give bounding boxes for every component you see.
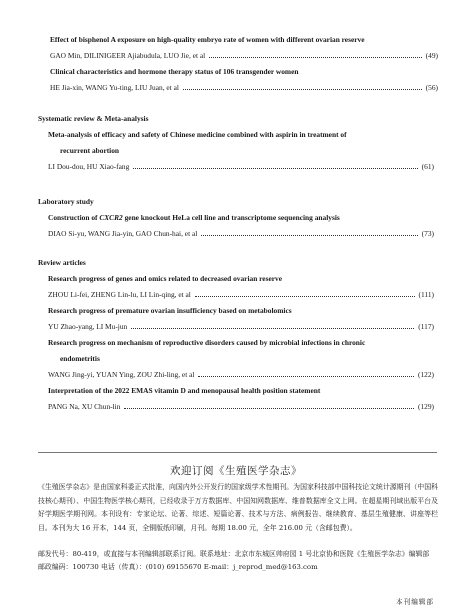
leader-dots [131, 328, 414, 329]
leader-dots [133, 168, 417, 169]
entry-title-line: Research progress on mechanism of reproductive disorders caused by microbial infections in chronic [48, 338, 366, 347]
entry-title: Effect of bisphenol A exposure on high-quality embryo rate of women with different ovarian reserve [50, 35, 365, 44]
toc-entry[interactable] [48, 305, 434, 332]
entry-authors: LI Dou-dou, HU Xiao-fang [48, 162, 130, 171]
entry-page: (49) [425, 51, 438, 60]
entry-page: (56) [425, 83, 438, 92]
toc-entry[interactable] [48, 337, 434, 380]
entry-authors: WANG Jing-yi, YUAN Ying, ZOU Zhi-ling, et al [48, 370, 195, 379]
section-systematic-review [38, 113, 434, 172]
leader-dots [195, 296, 415, 297]
entry-page: (111) [418, 290, 434, 299]
subscription-ad-body: 《生殖医学杂志》是由国家科委正式批准，向国内外公开发行的国家级学术性期刊。为国家科技部中国科技论文统计源期刊（中国科技核心期刊）、中国生物医学核心期刊，已经收录于万方数据库、中国知网数据库、维普数据库全文上网。在超星期刊域出版平台及好学期医学期刊网。本刊设有：专家论坛、论著、综述、短篇论著、技术与方法、病例报告、继续教育、基层生殖健康、讲座等栏目。本刊为大 16 开本，144 页，全铜版纸印刷，月刊。每期 18.00 元，全年 216.00 元（含邮包费）。 [38, 483, 438, 532]
entry-title [48, 212, 434, 223]
entry-authors: HE Jia-xin, WANG Yu-ting, LIU Juan, et al [50, 83, 179, 92]
entry-title-line: endometritis [60, 354, 100, 363]
author-line [48, 161, 434, 172]
entry-authors: PANG Na, XU Chun-lin [48, 402, 121, 411]
leader-dots [209, 57, 421, 58]
author-line [48, 228, 434, 239]
toc-entry[interactable] [38, 34, 438, 61]
section-heading: Review articles [38, 258, 86, 267]
top-entries [38, 34, 438, 93]
entry-title-line: Interpretation of the 2022 EMAS vitamin D and menopausal health position statement [48, 386, 321, 395]
author-line [48, 401, 434, 412]
toc-entry[interactable] [48, 129, 434, 172]
entry-title-line: recurrent abortion [60, 146, 120, 155]
title-suffix: gene knockout HeLa cell line and transcriptome sequencing analysis [122, 213, 340, 222]
entry-page: (129) [417, 402, 434, 411]
subscription-ad-title: 欢迎订阅《生殖医学杂志》 [170, 465, 302, 477]
section-divider [38, 452, 437, 453]
section-laboratory-study [38, 196, 434, 239]
leader-dots [201, 235, 417, 236]
section-review-articles [38, 257, 434, 412]
entry-page: (61) [421, 162, 434, 171]
entry-title-line: Research progress of genes and omics related to decreased ovarian reserve [48, 274, 282, 283]
author-line [48, 289, 434, 300]
author-line [50, 82, 438, 93]
author-line [48, 321, 434, 332]
author-line [50, 50, 438, 61]
gene-name: CXCR2 [99, 213, 123, 222]
entry-page: (122) [417, 370, 434, 379]
entry-title: Clinical characteristics and hormone therapy status of 106 transgender women [50, 67, 299, 76]
toc-entry[interactable] [38, 66, 438, 93]
editorial-office-signature: 本刊编辑部 [396, 598, 434, 606]
leader-dots [124, 408, 414, 409]
entry-page: (73) [421, 229, 434, 238]
section-heading: Systematic review & Meta-analysis [38, 114, 149, 123]
entry-authors: YU Zhao-yang, LI Mu-jun [48, 322, 128, 331]
section-heading: Laboratory study [38, 197, 94, 206]
leader-dots [183, 89, 422, 90]
entry-title-line: Research progress of premature ovarian insufficiency based on metabolomics [48, 306, 292, 315]
entry-authors: DIAO Si-yu, WANG Jia-yin, GAO Chun-hai, et al [48, 229, 198, 238]
author-line [48, 369, 434, 380]
title-prefix: Construction of [48, 213, 100, 222]
entry-authors: ZHOU Li-fei, ZHENG Lin-lu, LI Lin-qing, et al [48, 290, 191, 299]
leader-dots [198, 376, 414, 377]
toc-entry[interactable] [48, 212, 434, 239]
entry-page: (117) [418, 322, 434, 331]
subscription-contact: 邮发代号：80-419，或直接与本刊编辑部联系订阅。联系地址：北京市东城区帅府园 1 号北京协和医院《生殖医学杂志》编辑部 邮政编码：100730 电话（传真）：(010) 69155670 E-mail：j_reprod_med@163.com [38, 550, 430, 571]
toc-entry[interactable] [48, 385, 434, 412]
toc-entry[interactable] [48, 273, 434, 300]
entry-authors: GAO Min, DILINIGEER Ajiabudula, LUO Jie, et al [50, 51, 206, 60]
entry-title-line: Meta-analysis of efficacy and safety of Chinese medicine combined with aspirin in treatment of [48, 130, 347, 139]
